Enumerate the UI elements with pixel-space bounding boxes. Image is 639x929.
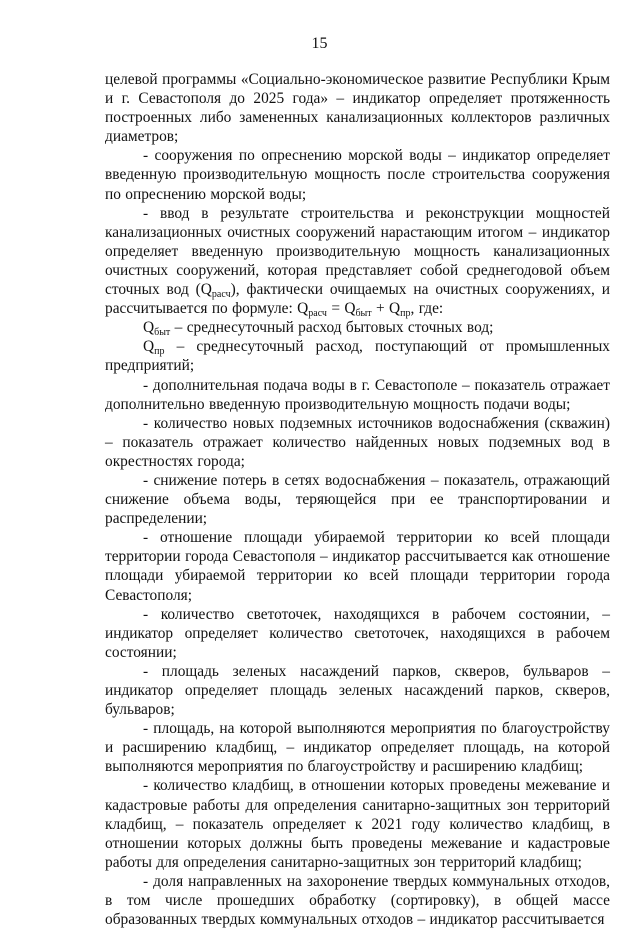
variable: Q xyxy=(143,319,155,337)
paragraph: - количество новых подземных источников водоснабжения (скважин) – показатель отражает количество найденных новых подземных вод в окрестностях города; xyxy=(105,414,610,470)
subscript: пр xyxy=(154,346,165,358)
subscript: быт xyxy=(154,327,171,339)
definition-text: – среднесуточный расход бытовых сточных вод; xyxy=(170,319,494,337)
definition-pr xyxy=(105,337,610,375)
paragraph: - дополнительная подача воды в г. Севастополе – показатель отражает дополнительно введенную производительную мощность подачи воды; xyxy=(105,376,610,413)
document-body xyxy=(105,70,610,929)
subscript: пр xyxy=(400,308,411,320)
paragraph-text: - ввод в результате строительства и реконструкции мощностей канализационных очистных сооружений нарастающим итогом – индикатор определяет введенную производительную мощность канализационных очистных сооружений, которая представляет собой среднегодовой объем сточных вод (Q xyxy=(105,204,610,299)
paragraph-formula xyxy=(105,204,610,319)
paragraph: целевой программы «Социально-экономическое развитие Республики Крым и г. Севастополя до 2025 года» – индикатор определяет протяженность построенных либо замененных канализационных коллекторов различных диаметров; xyxy=(105,71,610,146)
subscript: расч xyxy=(308,308,327,320)
formula-text: ), фактически очищаемых на очистных сооружениях, и рассчитывается по формуле: Q xyxy=(105,281,610,318)
paragraph: - площадь, на которой выполняются мероприятия по благоустройству и расширению кладбищ, – индикатор определяет площадь, на которой выполняются мероприятия по благоустройству и расширению кладбищ; xyxy=(105,720,610,776)
paragraph: - доля направленных на захоронение твердых коммунальных отходов, в том числе прошедших обработку (сортировку), в общей массе образованных твердых коммунальных отходов – индикатор рассчитывается xyxy=(105,872,610,929)
formula-text: + Q xyxy=(371,300,401,318)
paragraph: - сооружения по опреснению морской воды – индикатор определяет введенную производительную мощность после строительства сооружения по опреснению морской воды; xyxy=(105,147,610,203)
paragraph: - отношение площади убираемой территории ко всей площади территории города Севастополя – индикатор рассчитывается как отношение площади убираемой территории ко всей площади территории города Севастополя; xyxy=(105,529,610,604)
formula-text: = Q xyxy=(326,300,356,318)
formula-text: , где: xyxy=(410,300,444,318)
paragraph: - снижение потерь в сетях водоснабжения – показатель, отражающий снижение объема воды, теряющейся при ее транспортировании и распределении; xyxy=(105,471,610,528)
subscript: расч xyxy=(211,289,231,301)
definition-byt xyxy=(105,318,610,337)
paragraph: - площадь зеленых насаждений парков, скверов, бульваров – индикатор определяет площадь зеленых насаждений парков, скверов, бульваров; xyxy=(105,662,610,719)
page-number: 15 xyxy=(311,35,328,52)
variable: Q xyxy=(143,338,155,356)
definition-text: – среднесуточный расход, поступающий от промышленных предприятий; xyxy=(105,338,610,375)
paragraph: - количество кладбищ, в отношении которых проведены межевание и кадастровые работы для определения санитарно-защитных зон территорий кладбищ, – показатель определяет к 2021 году количество кладбищ, в отношении которых должны быть проведены межевание и кадастровые работы для определения санитарно-защитных зон территорий кладбищ; xyxy=(105,777,610,871)
paragraph: - количество светоточек, находящихся в рабочем состоянии, – индикатор определяет количество светоточек, находящихся в рабочем состоянии; xyxy=(105,605,610,661)
subscript: быт xyxy=(355,308,372,320)
